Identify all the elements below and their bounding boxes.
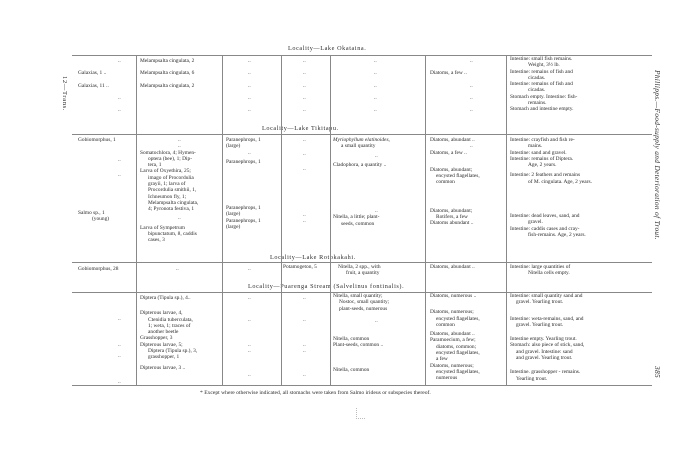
cell: fruit, a quantity: [346, 270, 380, 277]
cell: cicadas.: [528, 74, 546, 81]
cell: ..: [178, 137, 181, 143]
rule-table-bottom: [72, 385, 652, 386]
cell: optera (bee), 1; Dip-: [148, 155, 193, 162]
cell: Diatoms abundant ..: [430, 220, 474, 227]
section-heading-tikitapu: Locality—Lake Tikitapu.: [262, 125, 339, 132]
cell: plant-seeds, numerous: [339, 305, 388, 312]
cell: encysted flagellates,: [436, 173, 480, 180]
cell: ..: [374, 70, 377, 77]
cell: tera, 1: [148, 162, 162, 169]
cell: Intestine: caddis cases and cray-: [510, 225, 580, 232]
cell: encysted flagellates,: [436, 315, 480, 322]
cell: Paranephrops, 1: [226, 137, 261, 143]
rotokakahi-col5: [338, 264, 381, 277]
cell: ..: [303, 94, 306, 101]
okataina-col3: [248, 58, 251, 113]
col-rule-4: [330, 55, 331, 385]
cell: and gravel. Yearling trout.: [516, 355, 573, 362]
cell: ..: [374, 82, 377, 89]
cell: Dipterous larvae, 3 ..: [140, 364, 186, 371]
col-rule-6: [506, 55, 507, 385]
okataina-col2: [140, 58, 194, 89]
col-rule-1: [136, 55, 137, 385]
cell: ..: [118, 378, 121, 385]
cell: ..: [118, 171, 121, 178]
tikitapu-col5: [333, 137, 390, 227]
cell: Rotifers, a few: [436, 214, 468, 221]
cell: ..: [303, 347, 306, 354]
running-head: Phillipps.—Food-supply and Deterioration of Trout.: [653, 70, 662, 240]
tikitapu-col3: [226, 137, 261, 230]
page-number: 385: [653, 366, 662, 378]
cell: numerous: [436, 375, 458, 382]
cell: Gobiomorphus, 1: [78, 137, 116, 143]
cell: Galaxias, 1 ..: [78, 70, 107, 77]
cell: Diatoms, numerous;: [430, 362, 474, 369]
tikitapu-col2: [140, 137, 198, 244]
okataina-col7: [510, 56, 577, 113]
cell: grayii, 1; larva of: [148, 181, 186, 188]
cell: ..: [303, 165, 306, 172]
cell: Plant-seeds, common ..: [333, 342, 384, 349]
cell: encysted flagellates,: [436, 368, 480, 375]
cell: gravel. Yearling trout.: [516, 321, 564, 328]
cell: ..: [470, 107, 473, 114]
cell: ..: [303, 107, 306, 114]
cell: Paranephrops, 1: [226, 158, 261, 165]
cell: Paranephrops, 1: [226, 217, 261, 224]
rotokakahi-col6: [430, 264, 475, 270]
cell: Diatoms, a few ..: [430, 70, 467, 77]
cell: ..: [118, 316, 121, 322]
cell: Somatochlora, 4; Hymen-: [140, 149, 196, 156]
cell: Weight, 3½ lb.: [528, 62, 560, 69]
rotokakahi-col4: [283, 264, 317, 270]
cell: Ichneumon fly, 1;: [148, 193, 187, 200]
cell: Diatoms, numerous;: [430, 309, 474, 316]
cell: ..: [248, 107, 251, 114]
cell: ..: [470, 82, 473, 89]
section-heading-okataina: Locality—Lake Okataina.: [288, 45, 367, 52]
cell: ..: [470, 58, 473, 64]
cell: Ctenidia tuberculata,: [148, 316, 193, 323]
cell: ..: [178, 143, 181, 150]
cell: ..: [303, 218, 306, 225]
cell: Melampsalta cingulata, 2: [140, 82, 195, 89]
cell: Intestine: remains of Diptera.: [510, 155, 574, 162]
rotokakahi-col7: [510, 264, 570, 277]
cell: Grasshopper, 3: [140, 335, 173, 342]
cell: Stomach: also piece of stick, sand,: [510, 342, 585, 349]
cell: ..: [118, 352, 121, 359]
cell: ..: [470, 94, 473, 101]
cell: gravel.: [528, 219, 543, 226]
footnote: * Except where otherwise indicated, all stomachs were taken from Salmo irideus or subspecies thereof.: [200, 390, 431, 396]
cell: Myriophyllum elatinoides,: [333, 137, 390, 143]
cell: Nitella, small quantity;: [333, 293, 383, 299]
cell: Dipterous larvae, 4,: [140, 310, 183, 317]
cell: Melampsalta cingulata, 2: [140, 58, 195, 64]
cell: Intestine: 2 feathers and remains: [510, 172, 581, 179]
left-side-label: 12—Trans.: [61, 76, 68, 112]
cell: Potamogeton, 5: [283, 264, 317, 270]
tikitapu-col6: [430, 137, 480, 227]
cell: ..: [375, 208, 378, 215]
cell: gravel. Yearling trout.: [516, 299, 564, 306]
cell: Cladophora, a quantity ..: [333, 161, 387, 168]
cell: Diatoms, numerous ..: [430, 293, 477, 299]
cell: ..: [118, 157, 121, 164]
cell: ..: [248, 341, 251, 348]
cell: Intestine: sand and gravel.: [510, 149, 567, 156]
puarenga-col5: [333, 293, 389, 373]
cell: Larva of Oxyethira, 25;: [140, 168, 191, 175]
cell: ..: [303, 295, 306, 301]
cell: Diatoms, a few ..: [430, 149, 467, 156]
cell: ..: [176, 266, 179, 272]
cell: cases, 3: [148, 237, 165, 244]
cell: Intestine empty. Yearling trout.: [510, 336, 577, 343]
cell: Diatoms, abundant;: [430, 166, 473, 173]
puarenga-col2: [140, 295, 197, 371]
cell: ..: [118, 342, 121, 349]
cell: ..: [374, 94, 377, 101]
cell: Nitella cells empty.: [528, 270, 570, 277]
cell: ..: [248, 317, 251, 324]
cell: Age, 2 years.: [528, 162, 557, 169]
cell: Diatoms, abundant ..: [430, 137, 475, 143]
cell: Galaxias, 11 ..: [78, 82, 109, 89]
cell: Yearling trout.: [516, 375, 548, 382]
cell: a small quantity: [341, 143, 376, 150]
cell: Gobiomorphus, 28: [78, 266, 119, 272]
cell: another beetle: [148, 329, 179, 336]
cell: ..: [248, 70, 251, 77]
cell: Intestine: remains of fish and: [510, 68, 573, 75]
cell: ..: [178, 214, 181, 221]
cell: fish-remains. Age, 2 years.: [528, 231, 586, 238]
cell: Stomach empty. Intestine: fish-: [510, 93, 578, 100]
cell: and gravel. Intestine: sand: [516, 348, 573, 355]
col-rule-2: [222, 55, 223, 385]
tikitapu-col7: [510, 137, 592, 238]
okataina-col4: [303, 58, 306, 113]
rotokakahi-col3: [248, 266, 251, 272]
cell: mains.: [528, 143, 543, 150]
cell: (large): [226, 143, 241, 150]
cell: (large): [226, 224, 241, 231]
cell: ..: [303, 151, 306, 158]
cell: Procordulia smithii, 1,: [148, 187, 197, 194]
cell: ..: [248, 58, 251, 64]
cell: ..: [118, 94, 121, 101]
cell: ..: [118, 107, 121, 114]
col-rule-5: [425, 55, 426, 385]
cell: ..: [303, 70, 306, 77]
cell: encysted flagellates,: [436, 350, 480, 357]
cell: Intestine: remains of fish and: [510, 81, 573, 88]
cell: Salmo sp., 1: [78, 209, 105, 216]
cell: ..: [375, 152, 378, 159]
cell: ..: [248, 295, 251, 301]
cell: 4; Pyronota festiva, 1: [148, 206, 195, 213]
cell: ..: [303, 137, 306, 143]
scan-mark: [356, 408, 365, 419]
cell: Diatoms, abundant ..: [430, 264, 475, 270]
cell: seeds, common: [341, 220, 375, 227]
cell: (large): [226, 211, 241, 218]
cell: Intestine: small quantity sand and: [510, 293, 583, 299]
cell: ..: [248, 82, 251, 89]
puarenga-col1: [118, 296, 121, 385]
tikitapu-col1: [78, 137, 121, 222]
cell: diatoms, common;: [436, 343, 477, 350]
cell: bipunctatum, 8, caddis: [148, 231, 197, 238]
cell: Intestine: crayfish and fish re-: [510, 137, 575, 143]
cell: ..: [375, 317, 378, 324]
rule-rotokakahi-top: [72, 262, 652, 263]
cell: Diptera (Tipula sp.), 4..: [140, 295, 191, 301]
cell: cicadas.: [528, 87, 546, 94]
cell: ..: [248, 266, 251, 272]
cell: Diatoms, abundant;: [430, 207, 473, 214]
cell: Diatoms, abundant ..: [430, 331, 475, 338]
cell: ..: [118, 58, 121, 64]
rotokakahi-col1: [78, 266, 118, 272]
cell: grasshopper, 1: [148, 354, 180, 361]
okataina-col6: [430, 58, 473, 113]
cell: ..: [374, 107, 377, 114]
cell: ..: [303, 82, 306, 89]
puarenga-col3: [248, 295, 251, 378]
puarenga-col6: [430, 293, 480, 382]
rotokakahi-col2: [176, 266, 179, 272]
cell: Intestine: small fish remains.: [510, 56, 573, 62]
puarenga-col4: [303, 295, 306, 378]
cell: 1; weta, 1; traces of: [148, 322, 191, 329]
section-heading-puarenga: Locality—Puarenga Stream (Salvelinus fontinalis).: [248, 283, 405, 290]
cell: (young): [92, 216, 110, 223]
cell: Melampsalta cingulata,: [148, 199, 199, 206]
okataina-col5: [374, 58, 377, 113]
cell: Nitella, a little; plant-: [333, 214, 380, 221]
col-rule-3: [281, 55, 282, 385]
cell: Dipterous larvae, 5;: [140, 341, 183, 348]
cell: remains.: [528, 100, 547, 107]
cell: ..: [248, 149, 251, 156]
cell: ..: [248, 372, 251, 379]
cell: common: [436, 179, 455, 186]
cell: ..: [303, 58, 306, 64]
cell: of M. cingulata. Age, 2 years.: [528, 178, 592, 185]
tikitapu-col4: [303, 137, 306, 224]
cell: a few: [436, 356, 448, 363]
cell: Nitella, common: [333, 336, 370, 343]
cell: ..: [303, 372, 306, 379]
section-heading-rotokakahi: Locality—Lake Rotokakahi.: [270, 254, 356, 261]
cell: Nitella, 2 spp., with: [338, 264, 381, 270]
cell: ..: [374, 58, 377, 64]
cell: ..: [303, 341, 306, 348]
cell: common: [436, 321, 455, 328]
cell: Intestine. grasshopper - remains.: [510, 369, 581, 376]
cell: imago of Procordulia: [148, 174, 194, 181]
cell: Nitella, common: [333, 366, 370, 373]
okataina-col1: [78, 58, 121, 113]
cell: Intestine: weta-remains, sand, and: [510, 315, 584, 322]
cell: ..: [303, 317, 306, 324]
cell: Intestine: dead leaves, sand, and: [510, 213, 580, 220]
cell: Larva of Sympetrum: [140, 224, 185, 231]
cell: Melampsalta cingulata, 6: [140, 70, 195, 77]
cell: Diptera (Tipula sp.), 3,: [148, 348, 198, 355]
cell: ..: [303, 211, 306, 218]
puarenga-col7: [510, 293, 584, 382]
cell: Intestine: large quantities of: [510, 264, 571, 270]
rule-tikitapu-top: [72, 134, 652, 135]
cell: Paramoecium, a few;: [430, 337, 476, 344]
cell: Stomach and intestine empty.: [510, 106, 574, 113]
cell: ..: [248, 347, 251, 354]
cell: Nostoc, small quantity;: [339, 299, 390, 306]
cell: ..: [248, 94, 251, 101]
cell: Paranephrops, 1: [226, 205, 261, 212]
cell: ..: [470, 143, 473, 150]
